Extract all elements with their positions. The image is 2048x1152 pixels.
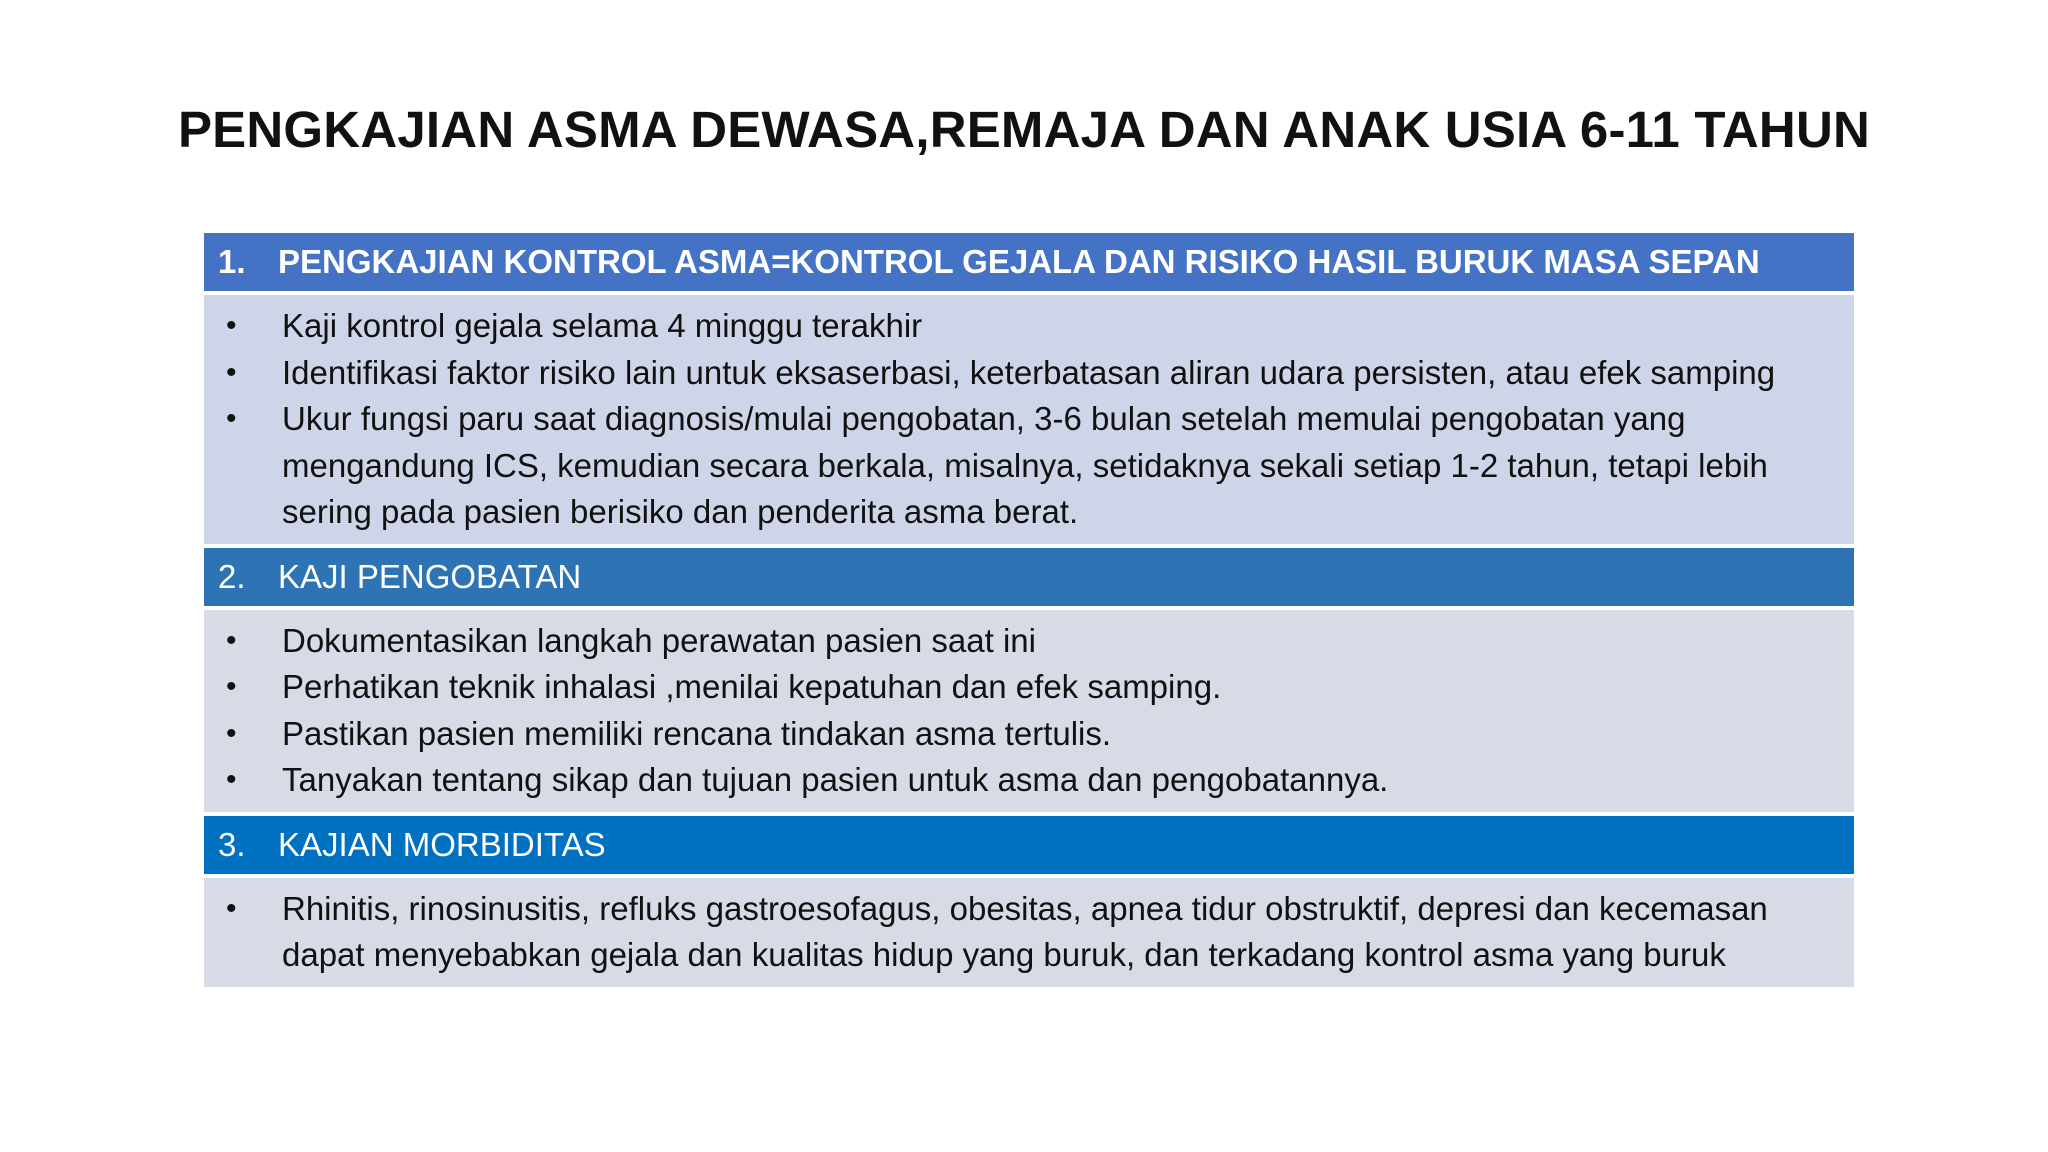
bullet-text: Pastikan pasien memiliki rencana tindakan asma tertulis. [282,714,1112,752]
list-item [218,618,1844,665]
bullet-icon: • [226,355,237,389]
bullet-text: Ukur fungsi paru saat diagnosis/mulai pengobatan, 3-6 bulan setelah memulai pengobatan yang mengandung ICS, kemudian secara berkala, misalnya, setidaknya sekali setiap 1-2 tahun, tetapi lebih sering pada pasien berisiko dan penderita asma berat. [282,400,1768,530]
section-2-header [204,548,1854,606]
bullet-icon: • [226,402,237,435]
bullet-icon: • [226,670,237,703]
section-2-body [204,610,1854,812]
bullet-text: Dokumentasikan langkah perawatan pasien saat ini [282,621,1036,659]
section-1-body [204,295,1854,544]
bullet-icon: • [226,309,237,342]
list-item [218,396,1844,536]
list-item [218,350,1844,397]
section-number: 2. [218,557,246,595]
bullet-text: Perhatikan teknik inhalasi ,menilai kepatuhan dan efek samping. [282,668,1222,705]
bullet-text: Identifikasi faktor risiko lain untuk eksaserbasi, keterbatasan aliran udara persisten, atau efek samping [282,353,1776,391]
bullet-text: Tanyakan tentang sikap dan tujuan pasien untuk asma dan pengobatannya. [282,761,1389,798]
bullet-list [218,886,1844,979]
section-3-header [204,816,1854,874]
section-number: 1. [218,243,246,280]
section-3-body [204,878,1854,987]
bullet-list [218,303,1844,536]
section-1-header [204,233,1854,291]
bullet-icon: • [226,763,237,796]
bullet-icon: • [226,716,237,750]
bullet-text: Kaji kontrol gejala selama 4 minggu terakhir [282,307,923,344]
section-heading: PENGKAJIAN KONTROL ASMA=KONTROL GEJALA DAN RISIKO HASIL BURUK MASA SEPAN [278,243,1760,280]
list-item [218,711,1844,758]
slide-title: PENGKAJIAN ASMA DEWASA,REMAJA DAN ANAK USIA 6-11 TAHUN [177,101,1871,158]
list-item [218,886,1844,979]
bullet-text: Rhinitis, rinosinusitis, refluks gastroesofagus, obesitas, apnea tidur obstruktif, depresi dan kecemasan dapat menyebabkan gejala dan kualitas hidup yang buruk, dan terkadang kontrol asma yang buruk [282,889,1768,973]
section-heading: KAJIAN MORBIDITAS [278,825,606,863]
assessment-table [204,233,1854,991]
section-heading: KAJI PENGOBATAN [278,557,582,595]
bullet-list [218,618,1844,804]
list-item [218,303,1844,350]
list-item [218,757,1844,804]
section-number: 3. [218,825,246,863]
bullet-icon: • [226,891,237,925]
list-item [218,664,1844,711]
bullet-icon: • [226,623,237,657]
